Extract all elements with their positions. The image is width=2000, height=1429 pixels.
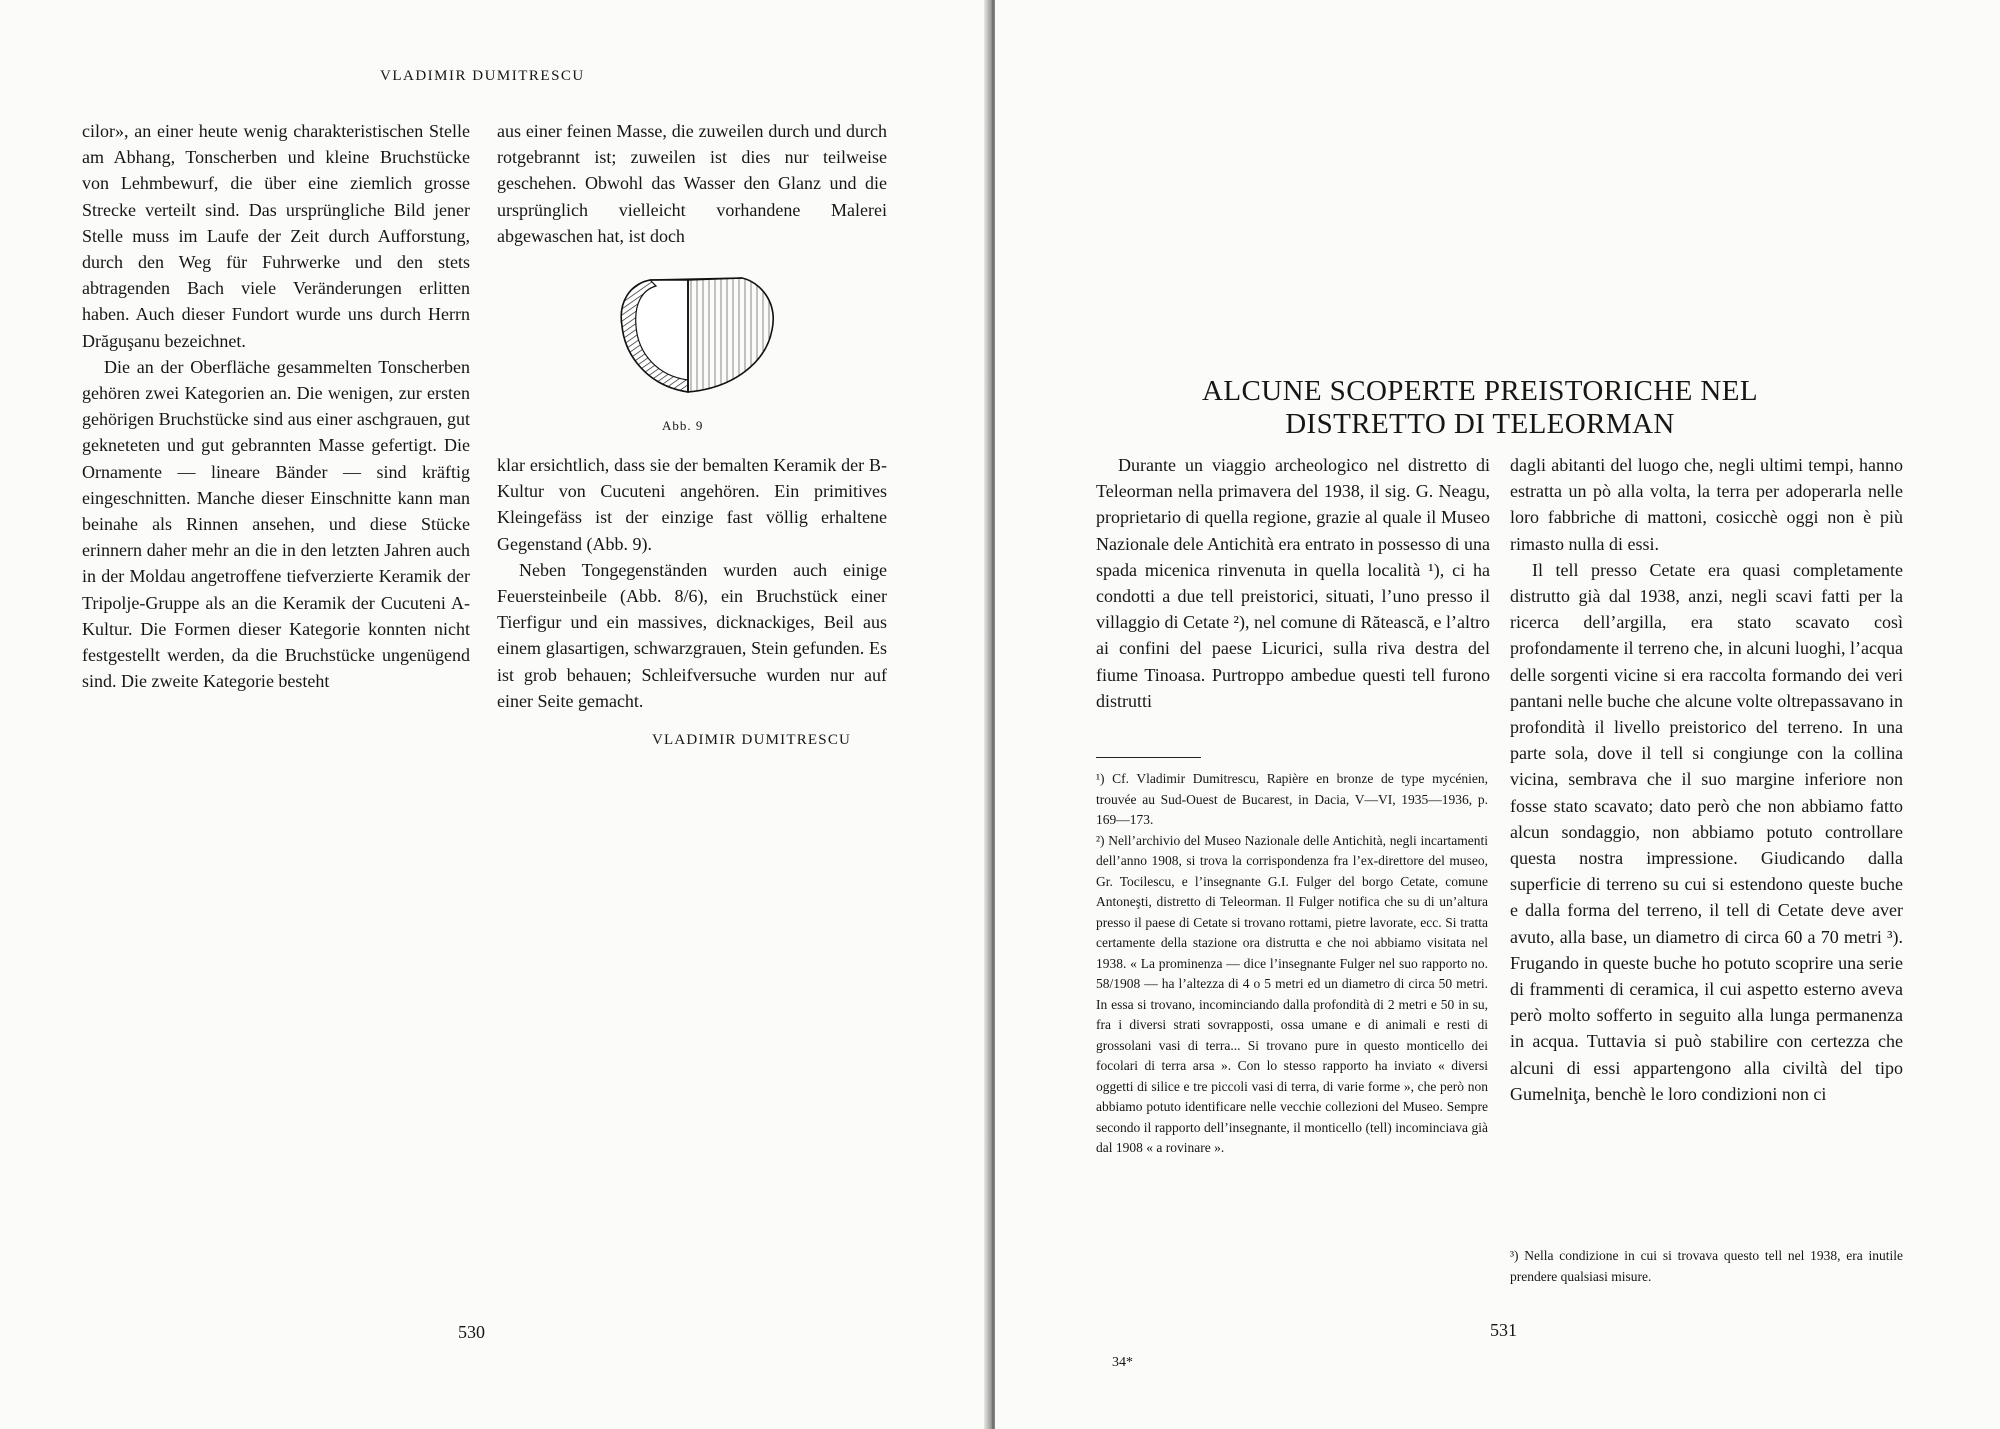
paragraph: cilor», an einer heute wenig charakteristischen Stelle am Abhang, Tonscherben und kleine Bruchstücke von Lehmbewurf, die über eine ziemlich grosse Strecke verteilt sind. Das ursprüngliche Bild jener Stelle muss im Laufe der Zeit durch Aufforstung, durch den Weg für Fuhrwerke und den stets abtragenden Bach viele Veränderungen erlitten haben. Auch dieser Fundort wurde uns durch Herrn Drăguşanu bezeichnet.	[82, 121, 470, 351]
title-line: ALCUNE SCOPERTE PREISTORICHE NEL	[1202, 375, 1758, 407]
footnote-rule	[1096, 757, 1201, 758]
footnote: ¹) Cf. Vladimir Dumitrescu, Rapière en bronze de type mycénien, trouvée au Sud-Ouest de Bucarest, in Dacia, V—VI, 1935—1936, p. 169—173.	[1096, 771, 1488, 827]
left-page	[0, 0, 990, 1429]
footnote: ³) Nella condizione in cui si trovava questo tell nel 1938, era inutile prendere qualsiasi misure.	[1510, 1248, 1903, 1284]
page-number: 530	[458, 1322, 485, 1342]
footnote: ²) Nell’archivio del Museo Nazionale delle Antichità, negli incartamenti dell’anno 1908, si trova la corrispondenza fra l’ex-direttore del museo, Gr. Tocilescu, e l’insegnante G.I. Fulger del borgo Cetate, comune Antoneşti, distretto di Teleorman. Il Fulger notifica che su di un’altura presso il paese di Cetate si trovano rottami, pietre lavorate, ecc. Si tratta certamente della stazione ora distrutta e che noi abbiamo visitata nel 1938. « La prominenza — dice l’insegnante Fulger nel suo rapporto no. 58/1908 — ha l’altezza di 4 o 5 metri ed un diametro di circa 50 metri. In essa si trovano, incominciando dalla profondità di 2 metri e 50 in su, fra i diversi strati sovrapposti, ossa umane e di animali e resti di grossolani vasi di terra... Si trovano pure in questo monticello dei focolari di terra arsa ». Con lo stesso rapporto ha inviato « diversi oggetti di silice e tre piccoli vasi di terra, di varie forme », che però non abbiamo potuto identificare nelle vecchie collezioni del Museo. Sempre secondo il rapporto dell’insegnante, il monticello (tell) incominciava già dal 1908 « a rovinare ».	[1096, 832, 1488, 1155]
right-column-2	[1510, 452, 1903, 1107]
left-column-1	[82, 118, 470, 694]
title-line: DISTRETTO DI TELEORMAN	[1285, 408, 1675, 440]
paragraph: Durante un viaggio archeologico nel distretto di Teleorman nella primavera del 1938, il sig. G. Neagu, proprietario di quella regione, grazie al quale il Museo Nazionale dele Antichità era entrato in possesso di una spada micenica rinvenuta in quella località ¹), ci ha condotti a due tell preistorici, situati, l’uno presso il villaggio di Cetate ²), nel comune di Rătească, e l’altro ai confini del paese Licurici, sulla riva destra del fiume Tinoasa. Purtroppo ambedue questi tell furono distrutti	[1096, 455, 1490, 711]
paragraph: klar ersichtlich, dass sie der bemalten Keramik der B-Kultur von Cucuteni angehören. Ein primitives Kleingefäss ist der einzige fast völlig erhaltene Gegenstand (Abb. 9).	[497, 455, 887, 554]
vessel-illustration	[610, 268, 790, 398]
paragraph: Neben Tongegenständen wurden auch einige Feuersteinbeile (Abb. 8/6), ein Bruchstück einer Tierfigur und ein massives, dicknackiges, Beil aus einem glasartigen, schwarzgrauen, Stein gefunden. Es ist grob behauen; Schleifversuche wurden nur auf einer Seite gemacht.	[497, 559, 887, 711]
author-signature: VLADIMIR DUMITRESCU	[652, 732, 852, 748]
paragraph: Il tell presso Cetate era quasi completamente distrutto già dal 1938, anzi, negli scavi fatti per la ricerca dell’argilla, era stato scavato così profondamente il terreno che, in alcuni luoghi, l’acqua delle sorgenti vicine si era raccolta formando dei veri pantani nelle buche che alcune volte oltrepassavano in profondità il livello preistorico del terreno. In una parte sola, dove il tell si congiunge con la collina vicina, sembrava che il suo margine inferiore non fosse stato scavato; dato però che non abbiamo fatto alcun sondaggio, non abbiamo potuto controllare questa nostra impressione. Giudicando dalla superficie di terreno su cui si estendono queste buche e dalla forma del terreno, il tell di Cetate deve aver avuto, alla base, un diametro di circa 60 a 70 metri ³). Frugando in queste buche ho potuto scoprire una serie di frammenti di ceramica, il cui aspetto esterno aveva però molto sofferto in seguito alla lunga permanenza in acqua. Tuttavia si può stabilire con certezza che alcuni di essi appartengono alla civiltà del tipo Gumelniţa, benchè le loro condizioni non ci	[1510, 559, 1903, 1104]
left-column-2-top	[497, 118, 887, 249]
footnotes	[1096, 769, 1488, 1159]
left-column-2-bottom	[497, 452, 887, 714]
article-title	[1090, 375, 1870, 441]
figure-caption: Abb. 9	[662, 418, 704, 433]
page-number: 531	[1490, 1320, 1517, 1340]
paragraph: aus einer feinen Masse, die zuweilen durch und durch rotgebrannt ist; zuweilen ist dies nur teilweise geschehen. Obwohl das Wasser den Glanz und die ursprünglich vielleicht vorhandene Malerei abgewaschen hat, ist doch	[497, 121, 887, 246]
paragraph: dagli abitanti del luogo che, negli ultimi tempi, hanno estratta un pò alla volta, la terra per adoperarla nelle loro fabbriche di mattoni, cosicchè oggi non è più rimasto nulla di essi.	[1510, 455, 1903, 554]
running-head: VLADIMIR DUMITRESCU	[380, 68, 585, 84]
figure-vessel	[610, 268, 790, 403]
right-column-1	[1096, 452, 1490, 714]
paragraph: Die an der Oberfläche gesammelten Tonscherben gehören zwei Kategorien an. Die wenigen, zur ersten gehörigen Bruchstücke sind aus einer aschgrauen, gut gekneteten und gut gebrannten Masse gefertigt. Die Ornamente — lineare Bänder — sind kräftig eingeschnitten. Manche dieser Einschnitte kann man beinahe als Rinnen ansehen, und diese Stücke erinnern daher mehr an die in den letzten Jahren auch in der Moldau angetroffene tiefverzierte Keramik der Tripolje-Gruppe als an die Keramik der Cucuteni A-Kultur. Die Formen dieser Kategorie konnten nicht festgestellt werden, da die Bruchstücke ungenügend sind. Die zweite Kategorie besteht	[82, 356, 470, 692]
printer-signature-mark: 34*	[1112, 1355, 1133, 1370]
